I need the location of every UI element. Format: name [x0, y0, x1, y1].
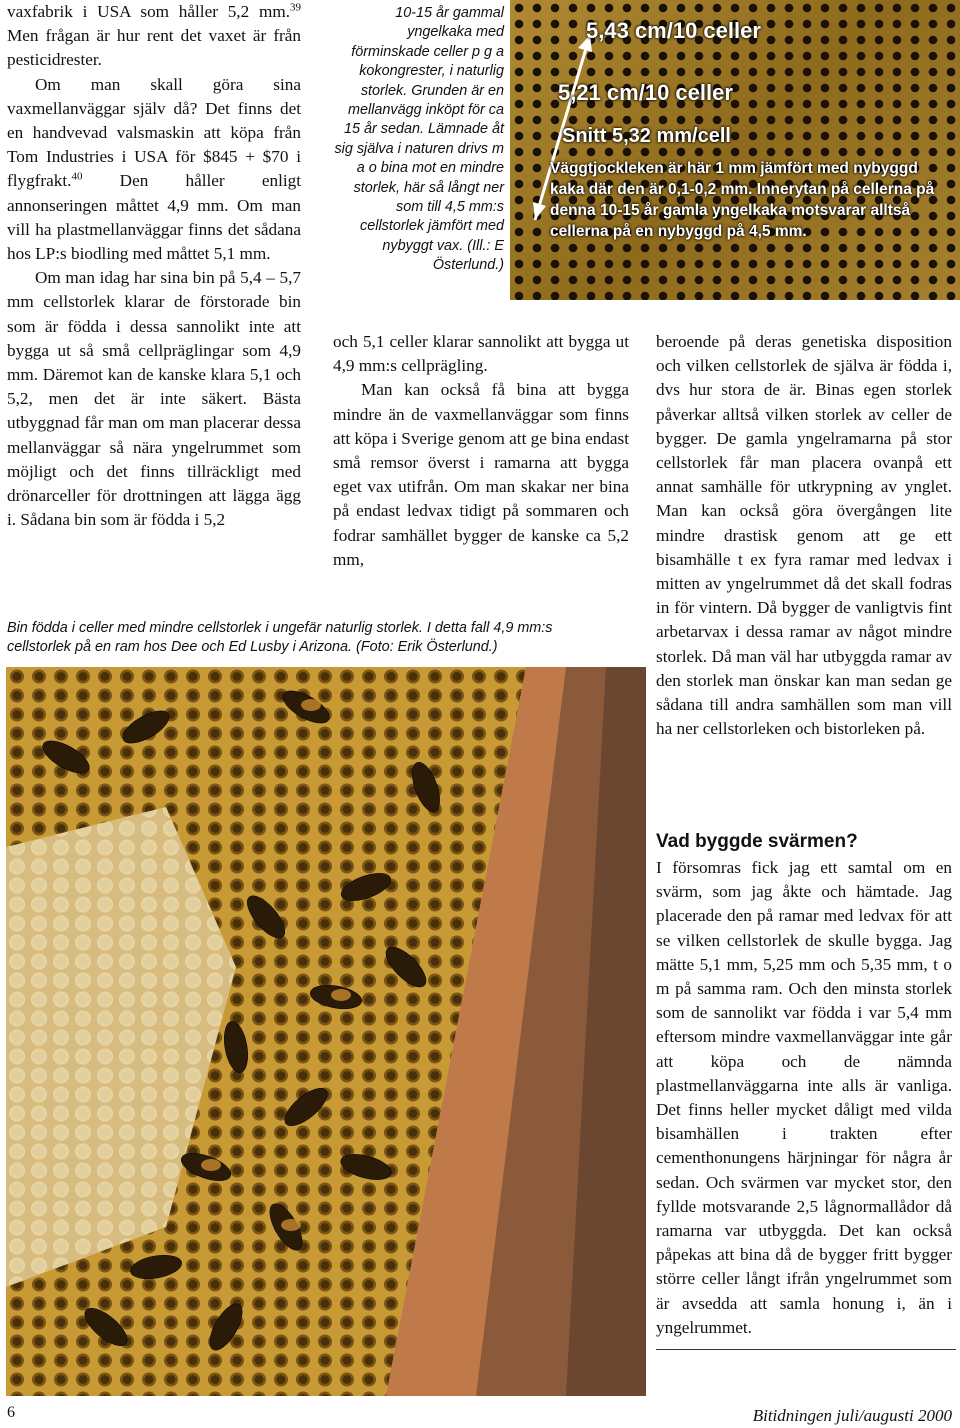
comb-label-2: 5,21 cm/10 celler [558, 80, 733, 105]
page-number: 6 [7, 1404, 15, 1421]
comb-note: Väggtjockleken är här 1 mm jämfört med nybyggd kaka där den är 0,1-0,2 mm. Innerytan på cellerna på denna 10-15 år gamla yngelkaka motsvarar alltså cellerna på en nybyggd på 4,5 mm. [550, 160, 935, 240]
bees-photo-art [6, 667, 646, 1396]
caption-bees-photo: Bin födda i celler med mindre cellstorlek i ungefär naturlig storlek. I detta fall 4,9 mm:s cellstorlek på en ram hos Dee och Ed Lusby i Arizona. (Foto: Erik Österlund.) [7, 620, 553, 656]
text-span: Den håller enligt annonseringen måttet 4,9 mm. Om man vill ha plastmellanväggar finns det sådana hos LP:s biodling med måttet 5,1 mm. [7, 171, 301, 264]
text-span: vaxfabrik i USA som håller 5,2 mm. [7, 2, 290, 21]
publication-footer: Bitidningen juli/augusti 2000 [752, 1406, 952, 1425]
paragraph: Om man idag har sina bin på 5,4 – 5,7 mm cellstorlek klarar de förstorade bin som är födda i dessa sannolikt inte att bygga ut så små cellpräglingar som 4,9 mm. Däremot kan de kanske klara 5,1 och 5,2, men det är inte säkert. Bästa utbyggnad får man om man placerar dessa mellanväggar så nära yngelrummet som möjligt och det finns tillräckligt med drönarceller för drottningen att lägga ägg i. Sådana bin som är födda i 5,2 [7, 268, 301, 530]
paragraph [7, 0, 301, 73]
comb-label-3: Snitt 5,32 mm/cell [562, 125, 731, 147]
comb-label-1: 5,43 cm/10 celler [586, 18, 761, 43]
paragraph [7, 73, 301, 267]
paragraph: Man kan också få bina att bygga mindre än de vaxmellanväggar som finns att köpa i Sverige genom att ge bina endast små remsor överst i ramarna att bygga eget vax utifrån. Om man skakar ner bina på endast ledvax tidigt på sommaren och fodrar samhället bygger de kanske ca 5,2 mm, [333, 380, 629, 569]
footnote-ref: 40 [71, 170, 83, 183]
column-middle [333, 330, 629, 572]
text-span: Men frågan är hur rent det vaxet är från pesticidrester. [7, 26, 301, 70]
end-rule [656, 1349, 956, 1350]
paragraph: beroende på deras genetiska disposition och vilken cellstorlek de själva är födda i, dvs hur stora de är. Binas egen storlek påverkar alltså vilken storlek av celler de bygger. De gamla yngelramarna på stor cellstorlek får man placera ovanpå ett annat samhälle för utkrypning av ynglet. Man kan också göra övergången lite mindre drastisk genom att ge ett bisamhälle t ex fyra ramar med ledvax i mitten av yngelrummet då det skall fodras in för vintern. Då bygger de vanligtvis fint arbetarvax i dessa ramar av något mindre storlek. Då man väl har utbyggda ramar av den storlek man önskar kan man sedan ge sådana till andra samhällen som man vill ha ner cellstorleken och bistorleken på. [656, 332, 952, 739]
column-left [7, 0, 301, 532]
bees-on-comb-photo [6, 667, 646, 1396]
comb-measurement-photo [510, 0, 960, 300]
column-right-top [656, 330, 952, 741]
column-right-bottom [656, 830, 952, 1340]
text-span: Om man skall göra sina vaxmellanväggar själv då? Det finns det en handvevad valsmaskin att köpa från Tom Industries i USA för $845 + $70 i flygfrakt. [7, 74, 301, 191]
section-heading: Vad byggde svärmen? [656, 831, 858, 852]
paragraph: I försomras fick jag ett samtal om en svärm, som jag åkte och hämtade. Jag placerade den på ramar med ledvax för att se vilken cellstorlek de skulle bygga. Jag mätte 5,1 mm, 5,25 mm och 5,35 mm, t o m på samma ram. Och den minsta storlek som de sannolikt var födda i var 5,4 mm eftersom mindre vaxmellanväggar inte går att köpa och de nämnda plastmellanväggarna inte alls är vanliga. Det finns heller mycket dåligt med vilda bisamhällen i trakten efter cementhonungens härjningar för några år sedan. Och svärmen var mycket stor, den fyllde motsvarande 2,5 lågnormallådor då ramarna var utbyggda. Det kan också påpekas att bina då de bygger fritt bygger större celler långt ifrån yngelrummet som är avsedda att samla honung i, än i yngelrummet. [656, 858, 952, 1337]
paragraph: och 5,1 celler klarar sannolikt att bygga ut 4,9 mm:s cellprägling. [333, 332, 629, 376]
caption-comb-photo: 10-15 år gammal yngelkaka med förminskade celler p g a kokongrester, i naturlig storlek. Grunden är en mellanvägg inköpt för ca 15 år sedan. Lämnade åt sig själva i naturen drivs m a o bina mot en mindre storlek, här så långt ner som till 4,5 mm:s cellstorlek jämfört med nybyggt vax. (Ill.: E Österlund.) [334, 5, 504, 274]
footnote-ref: 39 [290, 1, 301, 14]
